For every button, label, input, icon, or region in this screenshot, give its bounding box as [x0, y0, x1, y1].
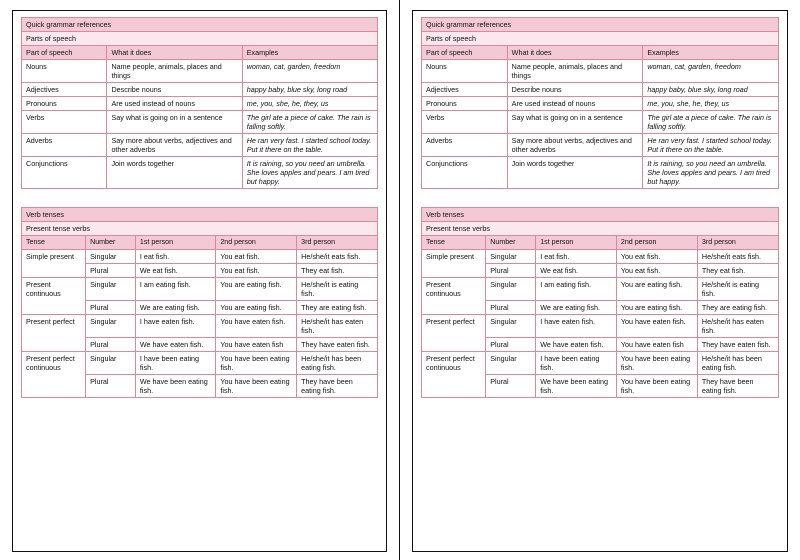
cell-first-person: I have eaten fish.: [135, 314, 215, 337]
verb-tenses-title: Verb tenses: [22, 208, 378, 222]
cell-part: Nouns: [422, 60, 508, 83]
cell-examples: happy baby, blue sky, long road: [643, 83, 779, 97]
table-row: [22, 314, 378, 337]
parts-of-speech-subbanner: [22, 32, 378, 46]
cell-does: Say more about verbs, adjectives and other adverbs: [107, 134, 242, 157]
cell-examples: He ran very fast. I started school today. Put it there on the table.: [242, 134, 377, 157]
verb-tenses-header-row: [422, 236, 779, 250]
cell-second-person: You are eating fish.: [216, 277, 297, 300]
parts-of-speech-subbanner: [422, 32, 779, 46]
document-title: Quick grammar references: [22, 18, 378, 32]
cell-tense: Present perfect: [422, 314, 486, 351]
cell-third-person: They have eaten fish.: [697, 337, 778, 351]
cell-second-person: You have been eating fish.: [616, 374, 697, 397]
parts-of-speech-header-row: [22, 46, 378, 60]
column-header-number: Number: [486, 236, 536, 250]
cell-part: Nouns: [22, 60, 107, 83]
cell-first-person: We eat fish.: [135, 263, 215, 277]
cell-examples: woman, cat, garden, freedom: [643, 60, 779, 83]
cell-second-person: You have eaten fish.: [216, 314, 297, 337]
cell-third-person: He/she/it has been eating fish.: [297, 351, 378, 374]
cell-third-person: He/she/it eats fish.: [297, 249, 378, 263]
cell-second-person: You have eaten fish.: [616, 314, 697, 337]
parts-of-speech-subtitle: Parts of speech: [22, 32, 378, 46]
column-header-examples: Examples: [242, 46, 377, 60]
cell-part: Conjunctions: [422, 157, 508, 189]
parts-of-speech-banner: [22, 18, 378, 32]
cell-third-person: They are eating fish.: [697, 300, 778, 314]
cell-part: Verbs: [422, 111, 508, 134]
column-header-part-of-speech: Part of speech: [422, 46, 508, 60]
cell-second-person: You eat fish.: [616, 249, 697, 263]
cell-part: Adverbs: [422, 134, 508, 157]
table-row: [22, 351, 378, 374]
verb-tenses-table-left: [21, 207, 378, 398]
cell-first-person: We eat fish.: [536, 263, 617, 277]
cell-first-person: We have eaten fish.: [536, 337, 617, 351]
verb-tenses-subtitle: Present tense verbs: [22, 222, 378, 236]
cell-part: Pronouns: [422, 97, 508, 111]
cell-second-person: You have been eating fish.: [216, 374, 297, 397]
cell-third-person: He/she/it eats fish.: [697, 249, 778, 263]
table-row: [22, 60, 378, 83]
cell-part: Conjunctions: [22, 157, 107, 189]
column-header-second-person: 2nd person: [616, 236, 697, 250]
cell-part: Adjectives: [422, 83, 508, 97]
cell-examples: He ran very fast. I started school today. Put it there on the table.: [643, 134, 779, 157]
cell-does: Say more about verbs, adjectives and other adverbs: [507, 134, 643, 157]
cell-second-person: You are eating fish.: [216, 300, 297, 314]
cell-tense: Present continuous: [22, 277, 86, 314]
table-row: [22, 277, 378, 300]
section-gap: [421, 195, 779, 201]
table-row: [422, 97, 779, 111]
cell-does: Describe nouns: [107, 83, 242, 97]
cell-first-person: We have eaten fish.: [135, 337, 215, 351]
cell-number: Singular: [486, 314, 536, 337]
cell-third-person: They have eaten fish.: [297, 337, 378, 351]
cell-third-person: He/she/it has eaten fish.: [297, 314, 378, 337]
cell-tense: Simple present: [422, 249, 486, 277]
parts-of-speech-header-row: [422, 46, 779, 60]
cell-number: Singular: [486, 277, 536, 300]
cell-does: Say what is going on in a sentence: [107, 111, 242, 134]
cell-number: Singular: [86, 277, 136, 300]
cell-second-person: You have been eating fish.: [216, 351, 297, 374]
cell-number: Plural: [486, 374, 536, 397]
cell-part: Adjectives: [22, 83, 107, 97]
table-row: [22, 97, 378, 111]
cell-number: Plural: [486, 337, 536, 351]
verb-tenses-subbanner: [22, 222, 378, 236]
cell-number: Plural: [86, 337, 136, 351]
cell-number: Singular: [86, 249, 136, 263]
column-header-tense: Tense: [422, 236, 486, 250]
cell-second-person: You are eating fish.: [616, 300, 697, 314]
cell-third-person: He/she/it is eating fish.: [297, 277, 378, 300]
cell-part: Adverbs: [22, 134, 107, 157]
table-row: [422, 249, 779, 263]
cell-third-person: They are eating fish.: [297, 300, 378, 314]
cell-number: Plural: [86, 263, 136, 277]
cell-third-person: They have been eating fish.: [297, 374, 378, 397]
verb-tenses-title: Verb tenses: [422, 208, 779, 222]
page-right-frame: [412, 10, 788, 552]
cell-examples: woman, cat, garden, freedom: [242, 60, 377, 83]
table-row: [422, 83, 779, 97]
column-header-first-person: 1st person: [536, 236, 617, 250]
cell-part: Pronouns: [22, 97, 107, 111]
cell-number: Singular: [86, 314, 136, 337]
cell-first-person: I am eating fish.: [536, 277, 617, 300]
cell-tense: Present perfect continuous: [22, 351, 86, 397]
parts-of-speech-banner: [422, 18, 779, 32]
cell-part: Verbs: [22, 111, 107, 134]
cell-first-person: I am eating fish.: [135, 277, 215, 300]
cell-second-person: You have been eating fish.: [616, 351, 697, 374]
cell-examples: me, you, she, he, they, us: [643, 97, 779, 111]
cell-does: Say what is going on in a sentence: [507, 111, 643, 134]
table-row: [422, 111, 779, 134]
cell-does: Name people, animals, places and things: [107, 60, 242, 83]
cell-examples: It is raining, so you need an umbrella. She loves apples and pears. I am tired but happy.: [242, 157, 377, 189]
cell-third-person: They have been eating fish.: [697, 374, 778, 397]
cell-does: Are used instead of nouns: [507, 97, 643, 111]
verb-tenses-banner: [22, 208, 378, 222]
table-row: [422, 157, 779, 189]
cell-number: Plural: [486, 263, 536, 277]
column-header-first-person: 1st person: [135, 236, 215, 250]
cell-first-person: We have been eating fish.: [536, 374, 617, 397]
cell-tense: Present perfect: [22, 314, 86, 351]
table-row: [22, 157, 378, 189]
table-row: [422, 314, 779, 337]
column-header-number: Number: [86, 236, 136, 250]
cell-first-person: We are eating fish.: [135, 300, 215, 314]
cell-examples: me, you, she, he, they, us: [242, 97, 377, 111]
verb-tenses-subbanner: [422, 222, 779, 236]
cell-number: Singular: [486, 249, 536, 263]
column-header-what-it-does: What it does: [507, 46, 643, 60]
cell-third-person: They eat fish.: [697, 263, 778, 277]
cell-second-person: You eat fish.: [616, 263, 697, 277]
cell-first-person: We have been eating fish.: [135, 374, 215, 397]
page-left-frame: [12, 10, 387, 552]
cell-number: Plural: [86, 374, 136, 397]
cell-second-person: You eat fish.: [216, 249, 297, 263]
cell-does: Join words together: [107, 157, 242, 189]
cell-second-person: You have eaten fish: [616, 337, 697, 351]
cell-number: Plural: [486, 300, 536, 314]
cell-second-person: You have eaten fish: [216, 337, 297, 351]
column-header-third-person: 3rd person: [697, 236, 778, 250]
table-row: [422, 60, 779, 83]
cell-tense: Present perfect continuous: [422, 351, 486, 397]
column-header-part-of-speech: Part of speech: [22, 46, 107, 60]
parts-of-speech-table-right: [421, 17, 779, 189]
cell-tense: Simple present: [22, 249, 86, 277]
cell-first-person: We are eating fish.: [536, 300, 617, 314]
cell-tense: Present continuous: [422, 277, 486, 314]
cell-third-person: He/she/it has eaten fish.: [697, 314, 778, 337]
cell-does: Are used instead of nouns: [107, 97, 242, 111]
cell-second-person: You are eating fish.: [616, 277, 697, 300]
table-row: [22, 249, 378, 263]
column-header-what-it-does: What it does: [107, 46, 242, 60]
cell-examples: The girl ate a piece of cake. The rain is falling softly.: [643, 111, 779, 134]
document-title: Quick grammar references: [422, 18, 779, 32]
parts-of-speech-subtitle: Parts of speech: [422, 32, 779, 46]
cell-first-person: I have been eating fish.: [135, 351, 215, 374]
table-row: [422, 277, 779, 300]
parts-of-speech-table-left: [21, 17, 378, 189]
cell-does: Join words together: [507, 157, 643, 189]
table-row: [22, 134, 378, 157]
verb-tenses-banner: [422, 208, 779, 222]
cell-third-person: He/she/it has been eating fish.: [697, 351, 778, 374]
cell-first-person: I have eaten fish.: [536, 314, 617, 337]
cell-examples: It is raining, so you need an umbrella. She loves apples and pears. I am tired but happy.: [643, 157, 779, 189]
cell-third-person: He/she/it is eating fish.: [697, 277, 778, 300]
table-row: [422, 351, 779, 374]
section-gap: [21, 195, 378, 201]
cell-number: Plural: [86, 300, 136, 314]
verb-tenses-table-right: [421, 207, 779, 398]
cell-first-person: I have been eating fish.: [536, 351, 617, 374]
cell-second-person: You eat fish.: [216, 263, 297, 277]
cell-does: Describe nouns: [507, 83, 643, 97]
cell-does: Name people, animals, places and things: [507, 60, 643, 83]
cell-examples: happy baby, blue sky, long road: [242, 83, 377, 97]
column-header-third-person: 3rd person: [297, 236, 378, 250]
cell-third-person: They eat fish.: [297, 263, 378, 277]
column-header-examples: Examples: [643, 46, 779, 60]
column-header-tense: Tense: [22, 236, 86, 250]
cell-number: Singular: [86, 351, 136, 374]
cell-first-person: I eat fish.: [135, 249, 215, 263]
table-row: [22, 83, 378, 97]
verb-tenses-subtitle: Present tense verbs: [422, 222, 779, 236]
page-right: [400, 0, 800, 560]
verb-tenses-header-row: [22, 236, 378, 250]
table-row: [22, 111, 378, 134]
cell-first-person: I eat fish.: [536, 249, 617, 263]
cell-number: Singular: [486, 351, 536, 374]
column-header-second-person: 2nd person: [216, 236, 297, 250]
cell-examples: The girl ate a piece of cake. The rain is falling softly.: [242, 111, 377, 134]
table-row: [422, 134, 779, 157]
